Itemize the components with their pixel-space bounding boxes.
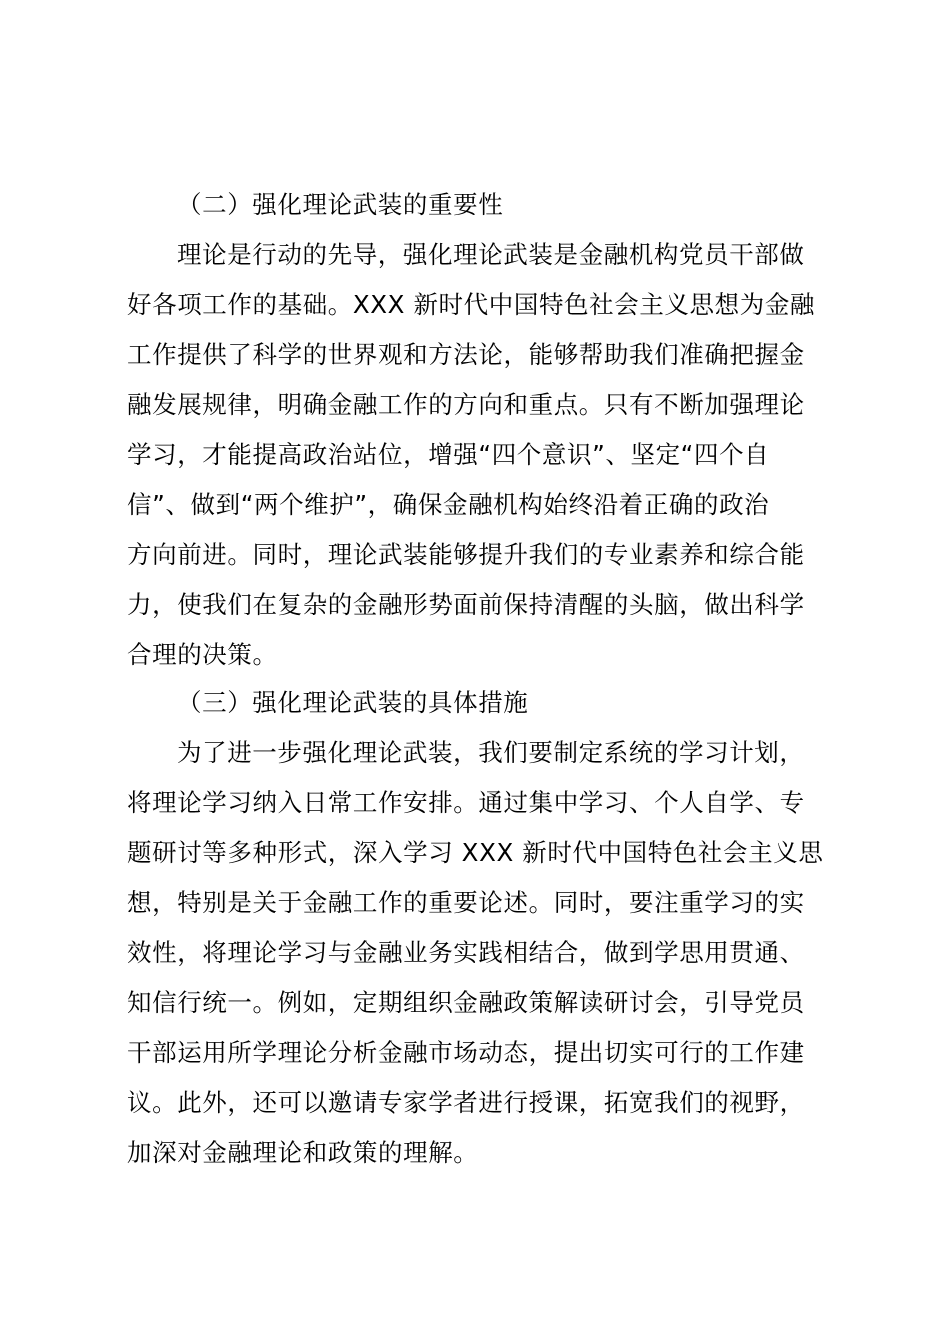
paragraph-line: 好各项工作的基础。XXX 新时代中国特色社会主义思想为金融 [127,290,816,319]
paragraph-line: 信”、做到“两个维护”，确保金融机构始终沿着正确的政治 [127,490,770,519]
paragraph-line: 干部运用所学理论分析金融市场动态，提出切实可行的工作建 [127,1038,805,1067]
paragraph-line: 将理论学习纳入日常工作安排。通过集中学习、个人自学、专 [127,788,805,817]
paragraph-line: 为了进一步强化理论武装，我们要制定系统的学习计划， [177,738,805,767]
paragraph-line: 想，特别是关于金融工作的重要论述。同时，要注重学习的实 [127,888,805,917]
section-heading-2: （二）强化理论武装的重要性 [177,190,504,219]
paragraph-line: 题研讨等多种形式，深入学习 XXX 新时代中国特色社会主义思 [127,838,824,867]
paragraph-line: 效性，将理论学习与金融业务实践相结合，做到学思用贯通、 [127,938,805,967]
paragraph-line: 方向前进。同时，理论武装能够提升我们的专业素养和综合能 [127,540,805,569]
paragraph-line: 学习，才能提高政治站位，增强“四个意识”、坚定“四个自 [127,440,770,469]
paragraph-line: 加深对金融理论和政策的理解。 [127,1138,479,1167]
paragraph-line: 力，使我们在复杂的金融形势面前保持清醒的头脑，做出科学 [127,590,805,619]
paragraph-line: 工作提供了科学的世界观和方法论，能够帮助我们准确把握金 [127,340,805,369]
paragraph-line: 合理的决策。 [127,640,278,669]
paragraph-line: 知信行统一。例如，定期组织金融政策解读研讨会，引导党员 [127,988,805,1017]
section-heading-3: （三）强化理论武装的具体措施 [177,688,529,717]
paragraph-line: 理论是行动的先导，强化理论武装是金融机构党员干部做 [177,240,805,269]
paragraph-line: 议。此外，还可以邀请专家学者进行授课，拓宽我们的视野， [127,1088,805,1117]
paragraph-line: 融发展规律，明确金融工作的方向和重点。只有不断加强理论 [127,390,805,419]
